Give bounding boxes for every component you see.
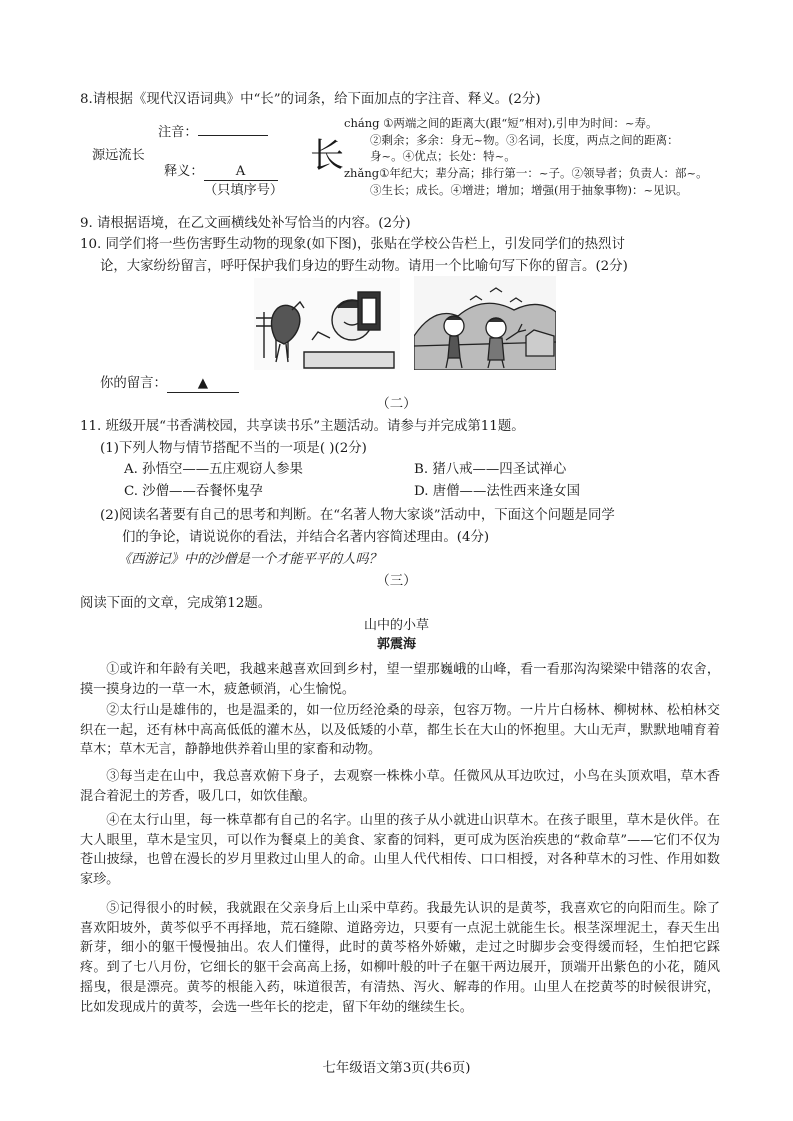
q11-sub1: (1)下列人物与情节搭配不当的一项是( )(2分): [100, 441, 367, 456]
reading-intro: 阅读下面的文章，完成第12题。: [80, 596, 272, 611]
dict-entry-line-3: 身~。④优点；长处：特~。: [370, 149, 516, 163]
q11-option-b[interactable]: B. 猪八戒——四圣试禅心: [414, 462, 567, 477]
q9-stem: 9. 请根据语境，在乙文画横线处补写恰当的内容。(2分): [80, 216, 411, 231]
q8-dictionary-char: 长: [310, 136, 344, 176]
article-author: 郭震海: [376, 637, 416, 652]
q11-sub2-question: 《西游记》中的沙僧是一个才能平平的人吗？: [118, 552, 382, 567]
q8-meaning-label: [164, 164, 278, 181]
q11-sub2-line-1: (2)阅读名著要有自己的思考和判断。在“名著人物大家谈”活动中，下面这个问题是同学: [100, 508, 615, 523]
paragraph-1: ①或许和年龄有关吧，我越来越喜欢回到乡村，望一望那巍峨的山峰，看一看那沟沟梁梁中错落的农舍，摸一摸身边的一草一木，疲惫顿消，心生愉悦。: [80, 662, 720, 697]
paragraph-3: ③每当走在山中，我总喜欢俯下身子，去观察一株株小草。任微风从耳边吹过，小鸟在头顶欢唱，草木香混合着泥土的芳香，吸几口，如饮佳酿。: [80, 769, 720, 804]
dict-entry-line-5: ③生长；成长。④增进；增加；增强(用于抽象事物)：~见识。: [370, 183, 688, 197]
meaning-label-text: 释义：: [164, 164, 204, 179]
article-title: 山中的小草: [363, 618, 429, 633]
q8-pinyin-label: [158, 121, 268, 141]
q11-option-d[interactable]: D. 唐僧——法性西来逢女国: [414, 484, 581, 499]
paragraph-2: ②太行山是雄伟的，也是温柔的，如一位历经沧桑的母亲，包容万物。一片片白杨林、柳树林、松柏林交织在一起，还有林中高高低低的灌木丛，以及低矮的小草，都生长在大山的怀抱里。大山无声，默默地哺育着草木；草木无言，静静地供养着山里的家畜和动物。: [80, 703, 720, 758]
dict-entry-line-2: ②剩余；多余：身无~物。③名词，长度，两点之间的距离：: [370, 133, 679, 147]
q10-answer: [100, 376, 239, 393]
q11-stem: 11. 班级开展“书香满校园，共享读书乐”主题活动。请参与并完成第11题。: [80, 419, 525, 434]
dict-entry-line-4: zhǎng①年纪大；辈分高；排行第一：~子。②领导者；负责人：部~。: [344, 166, 708, 180]
q8-phrase: 源远流长: [92, 148, 145, 163]
q8-meaning-note: （只填序号）: [204, 183, 284, 198]
section-3-heading: （三）: [376, 574, 417, 589]
paragraph-4: ④在太行山里，每一株草都有自己的名字。山里的孩子从小就进山识草木。在孩子眼里，草木是伙伴。在大人眼里，草木是宝贝，可以作为餐桌上的美食、家畜的饲料，更可成为医治疾患的“救命草”——它们不仅为苍山披绿，也曾在漫长的岁月里救过山里人的命。山里人代代相传、口口相授，对各种草木的习性、作用如数家珍。: [80, 813, 720, 888]
q11-sub2-line-2: 们的争论，请说说你的看法，并结合名著内容简述理由。(4分): [122, 530, 490, 545]
paragraph-5: ⑤记得很小的时候，我就跟在父亲身后上山采中草药。我最先认识的是黄芩，我喜欢它的向阳而生。除了喜欢阳坡外，黄芩似乎不再择地，荒石缝隙、道路旁边，只要有一点泥土就能生长。根茎深埋泥土，春天生出新芽，细小的躯干慢慢抽出。农人们懂得，此时的黄芩格外娇嫩，走过之时脚步会变得缓而轻，生怕把它踩疼。到了七八月份，它细长的躯干会高高上扬，如柳叶般的叶子在躯干两边展开，顶端开出紫色的小花，随风摇曳，很是漂亮。黄芩的根能入药，味道很苦，有清热、泻火、解毒的作用。山里人在挖黄芩的时候很讲究，比如发现成片的黄芩，会选一些年长的挖走，留下年幼的继续生长。: [80, 901, 720, 1015]
meaning-answer[interactable]: A: [204, 164, 278, 181]
q10-line-2: 论，大家纷纷留言，呼吁保护我们身边的野生动物。请用一个比喻句写下你的留言。(2分): [100, 259, 628, 274]
section-2-heading: （二）: [376, 397, 417, 412]
dict-entry-line-1: cháng ①两端之间的距离大(跟“短”相对),引申为时间：~寿。: [344, 116, 658, 130]
cartoon-hunter-with-bird: [254, 278, 400, 370]
cartoon-children-with-slingshot: [414, 276, 556, 370]
pinyin-blank[interactable]: [198, 121, 268, 136]
answer-blank[interactable]: ▲: [167, 376, 239, 393]
q11-option-a[interactable]: A. 孙悟空——五庄观窃人参果: [124, 462, 303, 477]
q8-stem: 8.请根据《现代汉语词典》中“长”的词条，给下面加点的字注音、释义。(2分): [80, 92, 541, 107]
answer-label: 你的留言：: [100, 376, 167, 391]
page-footer: 七年级语文第3页(共6页): [322, 1061, 471, 1076]
pinyin-label-text: 注音：: [158, 125, 198, 140]
q11-option-c[interactable]: C. 沙僧——吞餐怀鬼孕: [124, 484, 263, 499]
q10-line-1: 10. 同学们将一些伤害野生动物的现象(如下图)，张贴在学校公告栏上，引发同学们的热烈讨: [80, 237, 625, 252]
